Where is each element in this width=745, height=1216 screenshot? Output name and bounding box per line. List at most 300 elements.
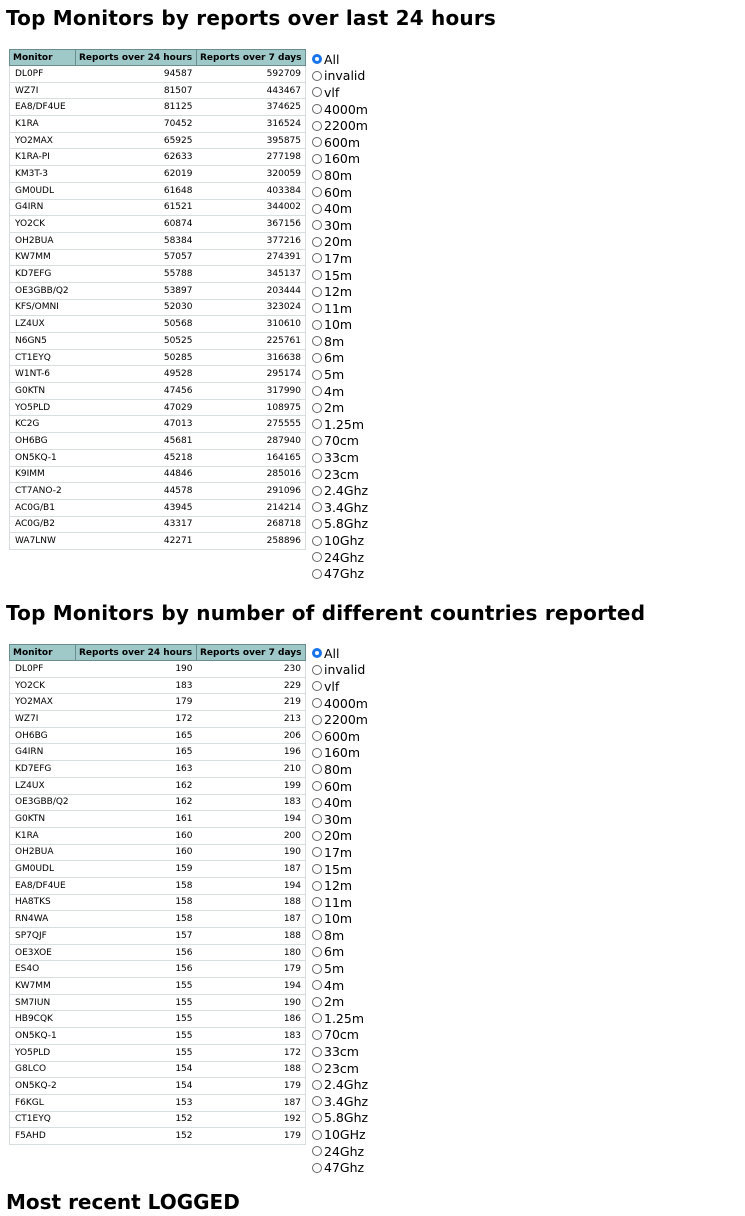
radio-button[interactable] xyxy=(312,864,322,874)
band-label: 17m xyxy=(324,844,353,860)
count-24h: 49528 xyxy=(76,366,197,383)
monitor-call[interactable]: SM7IUN xyxy=(10,994,76,1011)
count-7d: 196 xyxy=(197,744,306,761)
band-option-17m[interactable] xyxy=(312,250,368,267)
radio-button[interactable] xyxy=(312,253,322,263)
monitor-call[interactable]: OE3GBB/Q2 xyxy=(10,794,76,811)
monitor-call[interactable]: G4IRN xyxy=(10,744,76,761)
table-row xyxy=(10,232,306,249)
band-option-23cm[interactable] xyxy=(312,1060,368,1077)
monitor-call[interactable]: K1RA xyxy=(10,116,76,133)
band-label: 80m xyxy=(324,761,353,777)
radio-button[interactable] xyxy=(312,648,322,658)
monitor-call[interactable]: OE3GBB/Q2 xyxy=(10,282,76,299)
count-24h: 45218 xyxy=(76,449,197,466)
band-label: All xyxy=(324,51,340,67)
band-label: 10Ghz xyxy=(324,533,365,549)
table-row xyxy=(10,1044,306,1061)
table-row xyxy=(10,1128,306,1145)
band-label: 30m xyxy=(324,811,353,827)
monitor-call[interactable]: CT1EYQ xyxy=(10,1111,76,1128)
table-row xyxy=(10,316,306,333)
count-24h: 163 xyxy=(76,761,197,778)
radio-button[interactable] xyxy=(312,947,322,957)
band-label: 20m xyxy=(324,828,353,844)
count-24h: 153 xyxy=(76,1094,197,1111)
radio-button[interactable] xyxy=(312,287,322,297)
monitor-call[interactable]: HB9CQK xyxy=(10,1011,76,1028)
radio-button[interactable] xyxy=(312,403,322,413)
monitor-call[interactable]: KW7MM xyxy=(10,978,76,995)
radio-button[interactable] xyxy=(312,303,322,313)
band-label: invalid xyxy=(324,68,366,84)
band-option-all[interactable] xyxy=(312,51,368,68)
count-24h: 155 xyxy=(76,1044,197,1061)
count-24h: 155 xyxy=(76,994,197,1011)
monitor-call[interactable]: SP7QJF xyxy=(10,928,76,945)
band-label: invalid xyxy=(324,662,366,678)
monitor-call[interactable]: CT7ANO-2 xyxy=(10,483,76,500)
band-label: 1.25m xyxy=(324,416,365,432)
band-label: 30m xyxy=(324,217,353,233)
monitor-call[interactable]: K9IMM xyxy=(10,466,76,483)
column-header-7d[interactable]: Reports over 7 days xyxy=(197,50,306,66)
monitor-call[interactable]: KW7MM xyxy=(10,249,76,266)
band-option-40m[interactable] xyxy=(312,794,368,811)
radio-button[interactable] xyxy=(312,154,322,164)
count-24h: 158 xyxy=(76,911,197,928)
band-option-600m[interactable] xyxy=(312,728,368,745)
count-7d: 219 xyxy=(197,694,306,711)
radio-button[interactable] xyxy=(312,419,322,429)
monitor-call[interactable]: AC0G/B1 xyxy=(10,499,76,516)
band-label: 5m xyxy=(324,367,345,383)
count-24h: 152 xyxy=(76,1111,197,1128)
monitor-call[interactable]: WZ7I xyxy=(10,82,76,99)
radio-button[interactable] xyxy=(312,748,322,758)
radio-button[interactable] xyxy=(312,914,322,924)
radio-button[interactable] xyxy=(312,569,322,579)
monitor-call[interactable]: OE3XOE xyxy=(10,944,76,961)
monitor-call[interactable]: WZ7I xyxy=(10,711,76,728)
radio-button[interactable] xyxy=(312,87,322,97)
radio-button[interactable] xyxy=(312,370,322,380)
monitor-call[interactable]: G0KTN xyxy=(10,811,76,828)
band-option-10m[interactable] xyxy=(312,911,368,928)
count-7d: 229 xyxy=(197,677,306,694)
radio-button[interactable] xyxy=(312,320,322,330)
table-row xyxy=(10,1061,306,1078)
count-7d: 190 xyxy=(197,994,306,1011)
band-option-15m[interactable] xyxy=(312,861,368,878)
band-option-160m[interactable] xyxy=(312,745,368,762)
monitor-call[interactable]: KC2G xyxy=(10,416,76,433)
table-row xyxy=(10,199,306,216)
column-header-monitor[interactable]: Monitor xyxy=(10,645,76,661)
band-option-24ghz[interactable] xyxy=(312,549,368,566)
band-option-vlf[interactable] xyxy=(312,678,368,695)
band-option-70cm[interactable] xyxy=(312,1027,368,1044)
radio-button[interactable] xyxy=(312,847,322,857)
column-header-7d[interactable]: Reports over 7 days xyxy=(197,645,306,661)
count-7d: 188 xyxy=(197,1061,306,1078)
radio-button[interactable] xyxy=(312,54,322,64)
monitor-call[interactable]: G0KTN xyxy=(10,383,76,400)
table-row xyxy=(10,449,306,466)
band-option-2200m[interactable] xyxy=(312,711,368,728)
radio-button[interactable] xyxy=(312,764,322,774)
table-row xyxy=(10,99,306,116)
count-7d: 323024 xyxy=(197,299,306,316)
column-header-monitor[interactable]: Monitor xyxy=(10,50,76,66)
radio-button[interactable] xyxy=(312,1146,322,1156)
monitor-call[interactable]: F6KGL xyxy=(10,1094,76,1111)
monitor-call[interactable]: GM0UDL xyxy=(10,182,76,199)
band-label: 5m xyxy=(324,961,345,977)
count-24h: 50525 xyxy=(76,333,197,350)
count-7d: 192 xyxy=(197,1111,306,1128)
band-option-80m[interactable] xyxy=(312,761,368,778)
radio-button[interactable] xyxy=(312,1096,322,1106)
monitor-call[interactable]: F5AHD xyxy=(10,1128,76,1145)
radio-button[interactable] xyxy=(312,469,322,479)
band-option-160m[interactable] xyxy=(312,151,368,168)
table-row xyxy=(10,132,306,149)
band-option-5m[interactable] xyxy=(312,366,368,383)
band-option-30m[interactable] xyxy=(312,811,368,828)
monitor-call[interactable]: K1RA-PI xyxy=(10,149,76,166)
band-label: 4m xyxy=(324,383,345,399)
radio-button[interactable] xyxy=(312,897,322,907)
band-option-10m[interactable] xyxy=(312,317,368,334)
band-label: 8m xyxy=(324,333,345,349)
band-option-2-4ghz[interactable] xyxy=(312,1076,368,1093)
band-option-33cm[interactable] xyxy=(312,449,368,466)
band-option-2200m[interactable] xyxy=(312,117,368,134)
radio-button[interactable] xyxy=(312,121,322,131)
radio-button[interactable] xyxy=(312,698,322,708)
band-option-6m[interactable] xyxy=(312,944,368,961)
band-option-600m[interactable] xyxy=(312,134,368,151)
count-7d: 108975 xyxy=(197,399,306,416)
band-option-60m[interactable] xyxy=(312,778,368,795)
radio-button[interactable] xyxy=(312,681,322,691)
band-option-1-25m[interactable] xyxy=(312,1010,368,1027)
count-7d: 317990 xyxy=(197,383,306,400)
band-label: 6m xyxy=(324,944,345,960)
band-label: 12m xyxy=(324,284,353,300)
band-option-40m[interactable] xyxy=(312,200,368,217)
band-option-2m[interactable] xyxy=(312,399,368,416)
monitor-call[interactable]: OH2BUA xyxy=(10,232,76,249)
radio-button[interactable] xyxy=(312,436,322,446)
band-option-5m[interactable] xyxy=(312,960,368,977)
band-label: 23cm xyxy=(324,1060,359,1076)
table-row xyxy=(10,383,306,400)
band-option-11m[interactable] xyxy=(312,894,368,911)
radio-button[interactable] xyxy=(312,1113,322,1123)
count-7d: 194 xyxy=(197,811,306,828)
monitor-call[interactable]: DL0PF xyxy=(10,661,76,678)
band-label: 3.4Ghz xyxy=(324,1093,369,1109)
monitor-call[interactable]: OH2BUA xyxy=(10,844,76,861)
count-7d: 210 xyxy=(197,761,306,778)
radio-button[interactable] xyxy=(312,502,322,512)
band-option-4000m[interactable] xyxy=(312,101,368,118)
radio-button[interactable] xyxy=(312,204,322,214)
band-option-20m[interactable] xyxy=(312,828,368,845)
monitor-call[interactable]: ON5KQ-2 xyxy=(10,1078,76,1095)
band-option-10ghz[interactable] xyxy=(312,532,368,549)
column-header-24h[interactable]: Reports over 24 hours xyxy=(76,50,197,66)
table-row xyxy=(10,282,306,299)
radio-button[interactable] xyxy=(312,930,322,940)
radio-button[interactable] xyxy=(312,220,322,230)
band-label: All xyxy=(324,645,340,661)
table-row xyxy=(10,677,306,694)
band-option-8m[interactable] xyxy=(312,333,368,350)
count-24h: 62019 xyxy=(76,166,197,183)
radio-button[interactable] xyxy=(312,997,322,1007)
count-7d: 179 xyxy=(197,961,306,978)
radio-button[interactable] xyxy=(312,1163,322,1173)
count-24h: 162 xyxy=(76,794,197,811)
count-7d: 186 xyxy=(197,1011,306,1028)
band-label: 80m xyxy=(324,167,353,183)
band-label: 10m xyxy=(324,911,353,927)
band-filter-countries xyxy=(312,645,368,1176)
band-label: 10m xyxy=(324,317,353,333)
radio-button[interactable] xyxy=(312,1047,322,1057)
monitor-call[interactable]: YO5PLD xyxy=(10,399,76,416)
radio-button[interactable] xyxy=(312,1130,322,1140)
count-24h: 81507 xyxy=(76,82,197,99)
radio-button[interactable] xyxy=(312,187,322,197)
monitor-call[interactable]: CT1EYQ xyxy=(10,349,76,366)
monitor-call[interactable]: N6GN5 xyxy=(10,333,76,350)
count-7d: 367156 xyxy=(197,216,306,233)
radio-button[interactable] xyxy=(312,715,322,725)
band-label: 17m xyxy=(324,250,353,266)
count-7d: 291096 xyxy=(197,483,306,500)
table-row xyxy=(10,266,306,283)
table-row xyxy=(10,727,306,744)
radio-button[interactable] xyxy=(312,1030,322,1040)
band-option-invalid[interactable] xyxy=(312,662,368,679)
monitor-call[interactable]: ES4O xyxy=(10,961,76,978)
radio-button[interactable] xyxy=(312,964,322,974)
band-option-47ghz[interactable] xyxy=(312,1159,368,1176)
radio-button[interactable] xyxy=(312,71,322,81)
count-7d: 395875 xyxy=(197,132,306,149)
table-row xyxy=(10,761,306,778)
band-option-23cm[interactable] xyxy=(312,466,368,483)
band-option-4000m[interactable] xyxy=(312,695,368,712)
monitor-call[interactable]: G4IRN xyxy=(10,199,76,216)
monitor-call[interactable]: EA8/DF4UE xyxy=(10,877,76,894)
band-label: 600m xyxy=(324,728,361,744)
band-label: 47Ghz xyxy=(324,566,365,582)
count-24h: 57057 xyxy=(76,249,197,266)
count-7d: 225761 xyxy=(197,333,306,350)
radio-button[interactable] xyxy=(312,798,322,808)
band-option-33cm[interactable] xyxy=(312,1043,368,1060)
count-24h: 155 xyxy=(76,978,197,995)
count-24h: 42271 xyxy=(76,533,197,550)
table-row xyxy=(10,1028,306,1045)
band-option-10ghz[interactable] xyxy=(312,1126,368,1143)
monitor-call[interactable]: OH6BG xyxy=(10,433,76,450)
monitor-call[interactable]: YO5PLD xyxy=(10,1044,76,1061)
monitor-call[interactable]: EA8/DF4UE xyxy=(10,99,76,116)
band-label: 40m xyxy=(324,795,353,811)
radio-button[interactable] xyxy=(312,270,322,280)
band-option-11m[interactable] xyxy=(312,300,368,317)
count-24h: 158 xyxy=(76,894,197,911)
radio-button[interactable] xyxy=(312,237,322,247)
monitor-call[interactable]: YO2MAX xyxy=(10,694,76,711)
band-option-4m[interactable] xyxy=(312,977,368,994)
table-row xyxy=(10,1078,306,1095)
radio-button[interactable] xyxy=(312,536,322,546)
radio-button[interactable] xyxy=(312,170,322,180)
radio-button[interactable] xyxy=(312,1013,322,1023)
band-option-24ghz[interactable] xyxy=(312,1143,368,1160)
monitor-call[interactable]: KD7EFG xyxy=(10,761,76,778)
band-option-vlf[interactable] xyxy=(312,84,368,101)
monitor-call[interactable]: OH6BG xyxy=(10,727,76,744)
count-24h: 161 xyxy=(76,811,197,828)
count-7d: 592709 xyxy=(197,66,306,83)
band-option-30m[interactable] xyxy=(312,217,368,234)
count-24h: 58384 xyxy=(76,232,197,249)
radio-button[interactable] xyxy=(312,731,322,741)
column-header-24h[interactable]: Reports over 24 hours xyxy=(76,645,197,661)
count-24h: 45681 xyxy=(76,433,197,450)
count-24h: 50568 xyxy=(76,316,197,333)
band-option-3-4ghz[interactable] xyxy=(312,1093,368,1110)
band-option-8m[interactable] xyxy=(312,927,368,944)
monitor-call[interactable]: AC0G/B2 xyxy=(10,516,76,533)
band-option-17m[interactable] xyxy=(312,844,368,861)
radio-button[interactable] xyxy=(312,814,322,824)
radio-button[interactable] xyxy=(312,386,322,396)
count-24h: 183 xyxy=(76,677,197,694)
band-label: 33cm xyxy=(324,450,359,466)
band-option-70cm[interactable] xyxy=(312,433,368,450)
band-label: 2.4Ghz xyxy=(324,483,369,499)
band-option-invalid[interactable] xyxy=(312,68,368,85)
monitor-call[interactable]: RN4WA xyxy=(10,911,76,928)
radio-button[interactable] xyxy=(312,336,322,346)
band-option-all[interactable] xyxy=(312,645,368,662)
radio-button[interactable] xyxy=(312,831,322,841)
monitor-call[interactable]: K1RA xyxy=(10,827,76,844)
band-option-80m[interactable] xyxy=(312,167,368,184)
monitor-call[interactable]: DL0PF xyxy=(10,66,76,83)
count-7d: 206 xyxy=(197,727,306,744)
radio-button[interactable] xyxy=(312,486,322,496)
count-7d: 403384 xyxy=(197,182,306,199)
radio-button[interactable] xyxy=(312,519,322,529)
count-7d: 316638 xyxy=(197,349,306,366)
count-7d: 188 xyxy=(197,928,306,945)
band-option-12m[interactable] xyxy=(312,283,368,300)
monitor-call[interactable]: ON5KQ-1 xyxy=(10,449,76,466)
count-7d: 188 xyxy=(197,894,306,911)
monitor-call[interactable]: YO2CK xyxy=(10,216,76,233)
monitor-call[interactable]: LZ4UX xyxy=(10,316,76,333)
radio-button[interactable] xyxy=(312,552,322,562)
table-row xyxy=(10,794,306,811)
band-option-5-8ghz[interactable] xyxy=(312,1110,368,1127)
radio-button[interactable] xyxy=(312,665,322,675)
monitor-call[interactable]: G8LCO xyxy=(10,1061,76,1078)
radio-button[interactable] xyxy=(312,137,322,147)
band-label: 600m xyxy=(324,134,361,150)
monitor-call[interactable]: KD7EFG xyxy=(10,266,76,283)
band-option-5-8ghz[interactable] xyxy=(312,516,368,533)
monitor-call[interactable]: GM0UDL xyxy=(10,861,76,878)
monitor-call[interactable]: YO2CK xyxy=(10,677,76,694)
count-7d: 200 xyxy=(197,827,306,844)
count-24h: 53897 xyxy=(76,282,197,299)
monitor-call[interactable]: YO2MAX xyxy=(10,132,76,149)
radio-button[interactable] xyxy=(312,980,322,990)
band-option-1-25m[interactable] xyxy=(312,416,368,433)
monitor-call[interactable]: ON5KQ-1 xyxy=(10,1028,76,1045)
monitor-call[interactable]: KM3T-3 xyxy=(10,166,76,183)
band-label: 15m xyxy=(324,267,353,283)
count-24h: 152 xyxy=(76,1128,197,1145)
radio-button[interactable] xyxy=(312,881,322,891)
monitor-call[interactable]: W1NT-6 xyxy=(10,366,76,383)
radio-button[interactable] xyxy=(312,781,322,791)
band-option-12m[interactable] xyxy=(312,877,368,894)
band-option-2m[interactable] xyxy=(312,993,368,1010)
monitor-call[interactable]: HA8TKS xyxy=(10,894,76,911)
radio-button[interactable] xyxy=(312,453,322,463)
radio-button[interactable] xyxy=(312,353,322,363)
count-7d: 295174 xyxy=(197,366,306,383)
table-row xyxy=(10,299,306,316)
count-24h: 61521 xyxy=(76,199,197,216)
band-option-15m[interactable] xyxy=(312,267,368,284)
count-7d: 374625 xyxy=(197,99,306,116)
monitor-call[interactable]: KFS/OMNI xyxy=(10,299,76,316)
count-24h: 60874 xyxy=(76,216,197,233)
table-row xyxy=(10,994,306,1011)
band-label: 2200m xyxy=(324,118,368,134)
band-option-2-4ghz[interactable] xyxy=(312,482,368,499)
band-option-3-4ghz[interactable] xyxy=(312,499,368,516)
band-option-6m[interactable] xyxy=(312,350,368,367)
band-option-47ghz[interactable] xyxy=(312,565,368,582)
table-row xyxy=(10,66,306,83)
band-option-4m[interactable] xyxy=(312,383,368,400)
radio-button[interactable] xyxy=(312,1080,322,1090)
radio-button[interactable] xyxy=(312,104,322,114)
radio-button[interactable] xyxy=(312,1063,322,1073)
monitor-call[interactable]: WA7LNW xyxy=(10,533,76,550)
count-7d: 203444 xyxy=(197,282,306,299)
band-option-20m[interactable] xyxy=(312,234,368,251)
band-label: 6m xyxy=(324,350,345,366)
count-7d: 183 xyxy=(197,1028,306,1045)
band-option-60m[interactable] xyxy=(312,184,368,201)
monitor-call[interactable]: LZ4UX xyxy=(10,777,76,794)
table-row xyxy=(10,928,306,945)
